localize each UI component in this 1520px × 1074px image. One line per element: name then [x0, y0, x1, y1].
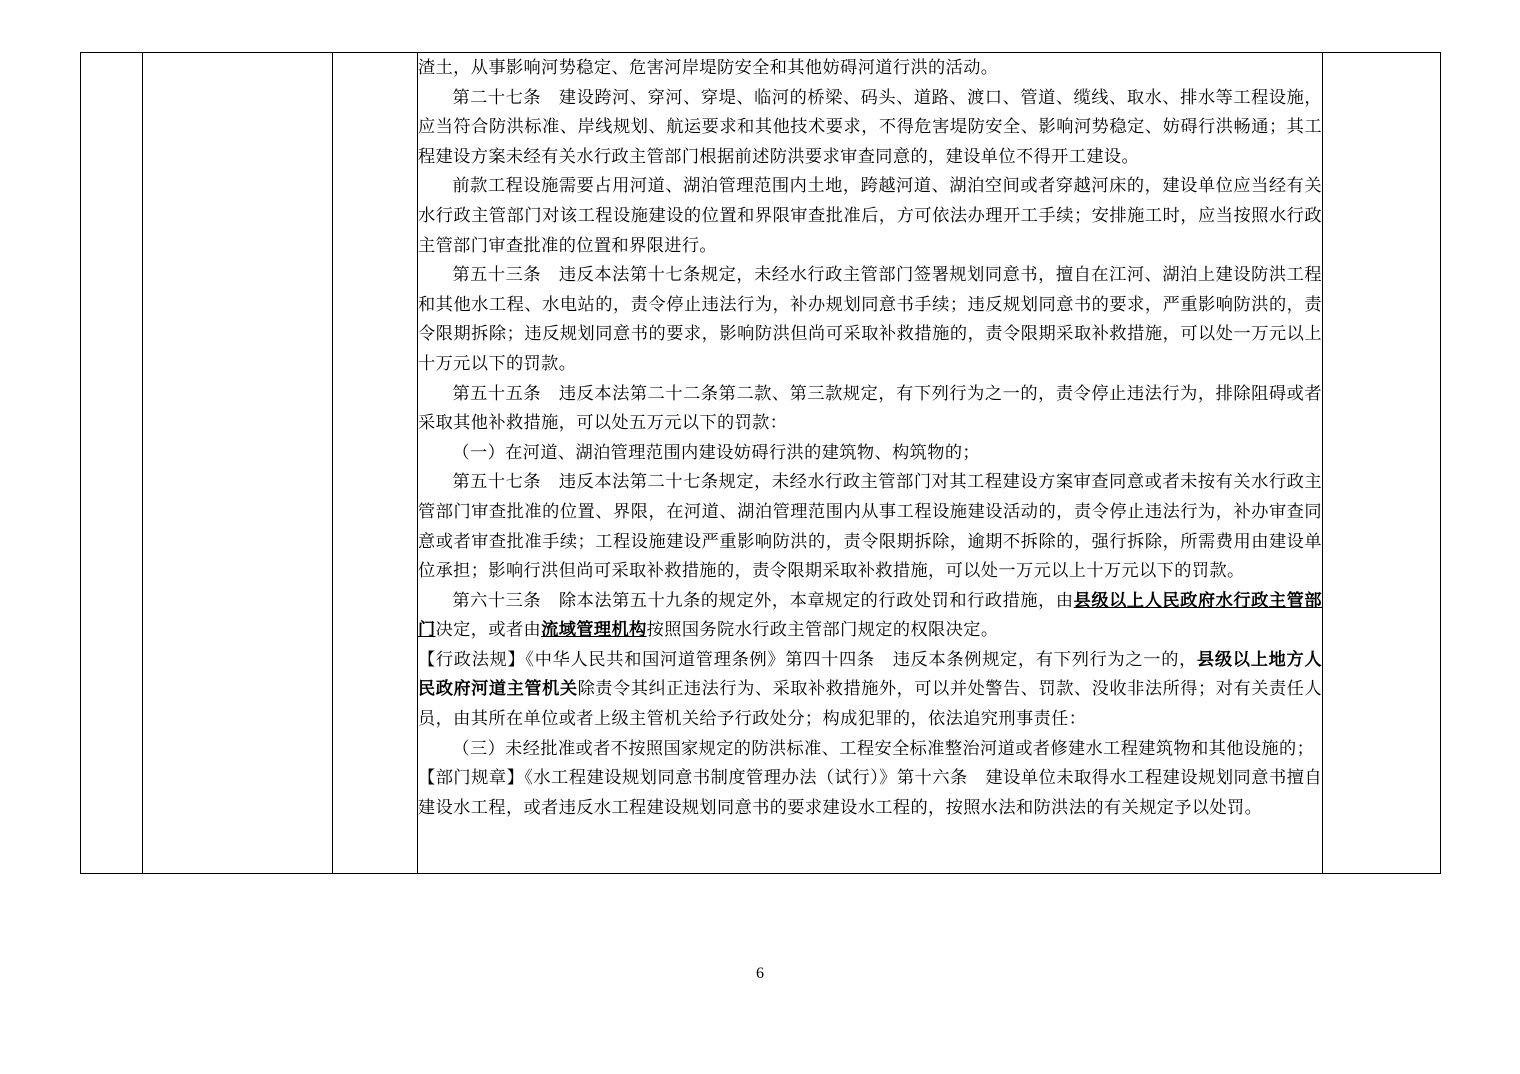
table-cell-column-1: [81, 53, 143, 874]
paragraph-1: [418, 53, 1322, 83]
text-run: 第五十七条 违反本法第二十七条规定，未经水行政主管部门对其工程建设方案审查同意或者未按有关水行政主管部门审查批准的位置、界限，在河道、湖泊管理范围内从事工程设施建设活动的，责令停止违法行为，补办审查同意或者审查批准手续；工程设施建设严重影响防洪的，责令限期拆除，逾期不拆除的，强行拆除，所需费用由建设单位承担；影响行洪但尚可采取补救措施的，责令限期采取补救措施，可以处一万元以上十万元以下的罚款。: [418, 472, 1322, 581]
paragraph-2: [418, 83, 1322, 172]
table-cell-legal-text: [418, 53, 1323, 874]
text-run: 渣土，从事影响河势稳定、危害河岸堤防安全和其他妨碍河道行洪的活动。: [418, 58, 999, 77]
table-cell-column-3: [333, 53, 418, 874]
paragraph-3: [418, 171, 1322, 260]
paragraph-5: [418, 379, 1322, 438]
text-run: 第五十三条 违反本法第十七条规定，未经水行政主管部门签署规划同意书，擅自在江河、湖泊上建设防洪工程和其他水工程、水电站的，责令停止违法行为，补办规划同意书手续；违反规划同意书的要求，严重影响防洪的，责令限期拆除；违反规划同意书的要求，影响防洪但尚可采取补救措施的，责令限期采取补救措施，可以处一万元以上十万元以下的罚款。: [418, 265, 1322, 373]
table-cell-column-5: [1323, 53, 1441, 874]
emphasis-authority-3: 县级以上地方人民政府河道主管机关: [418, 649, 1322, 699]
paragraph-9: [418, 645, 1322, 734]
text-run: 【部门规章】《水工程建设规划同意书制度管理办法（试行）》第十六条 建设单位未取得水工程建设规划同意书擅自建设水工程，或者违反水工程建设规划同意书的要求建设水工程的，按照水法和防洪法的有关规定予以处罚。: [418, 768, 1322, 817]
text-run: 【行政法规】《中华人民共和国河道管理条例》第四十四条 违反本条例规定，有下列行为之一的，: [418, 649, 1197, 669]
content-table: [80, 52, 1441, 874]
text-run: 前款工程设施需要占用河道、湖泊管理范围内土地，跨越河道、湖泊空间或者穿越河床的，建设单位应当经有关水行政主管部门对该工程设施建设的位置和界限审查批准后，方可依法办理开工手续；安排施工时，应当按照水行政主管部门审查批准的位置和界限进行。: [418, 176, 1322, 255]
text-run: 第六十三条 除本法第五十九条的规定外，本章规定的行政处罚和行政措施，由: [452, 590, 1074, 610]
table-cell-column-2: [143, 53, 333, 874]
paragraph-11: [418, 763, 1322, 822]
paragraph-10: [418, 734, 1322, 764]
emphasis-authority-2: 流域管理机构: [541, 620, 647, 640]
paragraph-6: [418, 438, 1322, 468]
text-run: 第二十七条 建设跨河、穿河、穿堤、临河的桥梁、码头、道路、渡口、管道、缆线、取水、排水等工程设施，应当符合防洪标准、岸线规划、航运要求和其他技术要求，不得危害堤防安全、影响河势稳定、妨碍行洪畅通；其工程建设方案未经有关水行政主管部门根据前述防洪要求审查同意的，建设单位不得开工建设。: [418, 87, 1322, 166]
text-run: 除责令其纠正违法行为、采取补救措施外，可以并处警告、罚款、没收非法所得；对有关责任人员，由其所在单位或者上级主管机关给予行政处分；构成犯罪的，依法追究刑事责任：: [418, 679, 1322, 729]
text-run: 决定，或者由: [435, 620, 542, 640]
paragraph-4: [418, 260, 1322, 378]
emphasis-authority-1: 县级以上人民政府水行政主管部门: [418, 590, 1322, 640]
paragraph-8: [418, 586, 1322, 645]
paragraph-7: [418, 467, 1322, 585]
table-row: [81, 53, 1441, 874]
text-run: 第五十五条 违反本法第二十二条第二款、第三款规定，有下列行为之一的，责令停止违法行为，排除阻碍或者采取其他补救措施，可以处五万元以下的罚款：: [418, 383, 1322, 433]
text-run: （一）在河道、湖泊管理范围内建设妨碍行洪的建筑物、构筑物的；: [452, 442, 981, 462]
text-run: （三）未经批准或者不按照国家规定的防洪标准、工程安全标准整治河道或者修建水工程建筑物和其他设施的；: [452, 738, 1315, 758]
text-run: 按照国务院水行政主管部门规定的权限决定。: [646, 620, 999, 640]
page-number: 6: [756, 965, 764, 982]
